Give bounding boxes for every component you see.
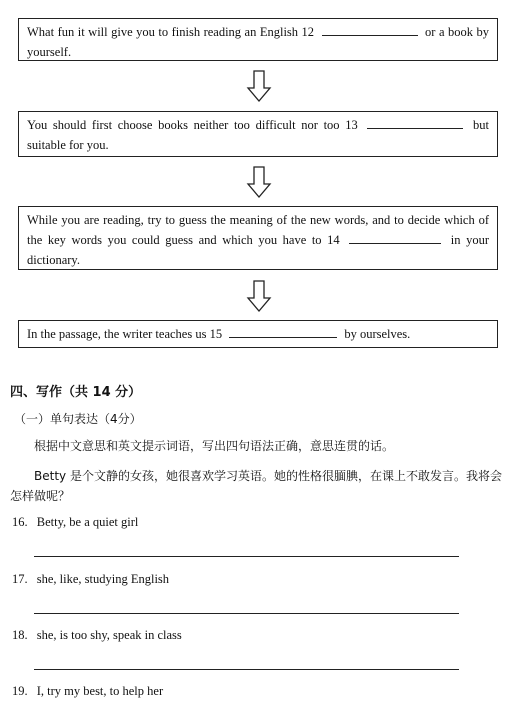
box-text-post: but suitable for you. xyxy=(27,118,489,152)
blank-15[interactable] xyxy=(229,324,337,338)
section-subtitle: （一）单句表达（4分） xyxy=(14,412,142,426)
box-text-pre: You should first choose books neither too difficult nor too 13 xyxy=(27,118,358,132)
question-18 xyxy=(12,628,182,643)
question-number: 16. xyxy=(12,515,28,529)
question-17 xyxy=(12,572,169,587)
box-text-post: by ourselves. xyxy=(344,327,411,341)
blank-14[interactable] xyxy=(349,230,441,244)
down-arrow-icon xyxy=(246,280,272,312)
question-number: 18. xyxy=(12,628,28,642)
flow-box-1 xyxy=(18,18,498,61)
prompt-text: Betty 是个文静的女孩，她很喜欢学习英语。她的性格很腼腆，在课上不敢发言。我将会怎样做呢？ xyxy=(10,469,502,503)
flow-box-3 xyxy=(18,206,498,270)
question-hint: she, like, studying English xyxy=(36,572,170,586)
flow-box-4 xyxy=(18,320,498,348)
question-hint: she, is too shy, speak in class xyxy=(36,628,182,642)
question-hint: Betty, be a quiet girl xyxy=(36,515,139,529)
box-text-post: or a book by yourself. xyxy=(27,25,489,59)
blank-13[interactable] xyxy=(367,115,463,129)
question-16 xyxy=(12,515,138,530)
down-arrow-icon xyxy=(246,70,272,102)
instruction-text: 根据中文意思和英文提示词语，写出四句语法正确，意思连贯的话。 xyxy=(34,439,395,453)
box-text-pre: While you are reading, try to guess the meaning of the new words, and to decide which of the key words you could guess and which you have to 14 xyxy=(27,213,489,247)
answer-line-18[interactable] xyxy=(34,669,459,670)
section-title: 四、写作（共 14 分） xyxy=(10,385,142,400)
box-text-pre: What fun it will give you to finish reading an English 12 xyxy=(27,25,315,39)
question-number: 19. xyxy=(12,684,28,698)
down-arrow-icon xyxy=(246,166,272,198)
blank-12[interactable] xyxy=(322,22,418,36)
answer-line-17[interactable] xyxy=(34,613,459,614)
question-number: 17. xyxy=(12,572,28,586)
flow-box-2 xyxy=(18,111,498,157)
question-19 xyxy=(12,684,163,699)
answer-line-16[interactable] xyxy=(34,556,459,557)
box-text-pre: In the passage, the writer teaches us 15 xyxy=(27,327,223,341)
box-text-post: in your dictionary. xyxy=(27,233,490,267)
question-hint: I, try my best, to help her xyxy=(36,684,164,698)
